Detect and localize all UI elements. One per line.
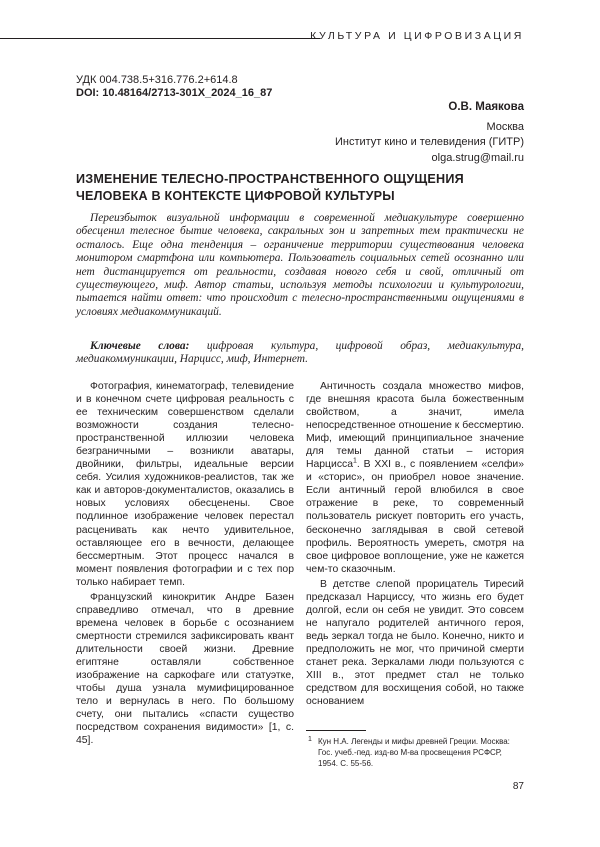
paragraph: Французский кинокритик Андре Базен справедливо отмечал, что в древние времена человек в борьбе с осознанием смертности стремился зафиксировать квант длительности своей жизни. Древние египтяне оставляли собственное изображение на саркофаге или статуэтке, чтобы душа узнала мумифицированное тело и вернулась в него. По большому счету, они пытались «спасти существо посредством сохранения видимости» [1, с. 45].: [76, 591, 294, 747]
keywords-list: цифровая культура, цифровой образ, медиакультура, медиакоммуникации, Нарцисс, миф, Интернет.: [76, 340, 524, 366]
journal-section-title: КУЛЬТУРА И ЦИФРОВИЗАЦИЯ: [310, 30, 524, 42]
author-affiliation: Институт кино и телевидения (ГИТР): [334, 136, 524, 148]
paragraph-text: Античность создала множество мифов, где внешняя красота была божественным свойством, а значит, имела непосредственное отношение к бессмертию. Миф, имеющий принципиальное значение для темы данной статьи – история Нарцисса: [306, 381, 524, 471]
keywords-label: Ключевые слова:: [90, 340, 190, 352]
header-rule: [0, 38, 320, 39]
footnote: [306, 737, 524, 769]
footnote-rule: [306, 730, 366, 731]
footnote-text: Кун Н.А. Легенды и мифы древней Греции. Москва: Гос. учеб.-пед. изд-во М-ва просвещения РСФСР, 1954. С. 55-56.: [318, 737, 510, 768]
page-number: 87: [512, 781, 524, 792]
paragraph: В детстве слепой прорицатель Тиресий предсказал Нарциссу, что жизнь его будет долгой, если он себя не увидит. Это совсем не напугало родителей античного героя, ведь зеркал тогда не было. Конечно, никто и предположить не мог, что причиной смерти станет река. Зеркалами люди пользуются с XIII в., этот предмет стал не только средством для восхищения собой, но также основанием: [306, 578, 524, 708]
udc-code: УДК 004.738.5+316.776.2+614.8: [76, 74, 238, 86]
author-city: Москва: [486, 120, 524, 133]
body-column-left: [76, 380, 294, 749]
author-name: О.В. Маякова: [448, 101, 524, 113]
abstract: Переизбыток визуальной информации в современной медиакультуре совершенно обесценил телесное бытие человека, сакральных зон и запретных тем практически не осталось. Еще одна тенденция – ограничение территории существования человека монитором смартфона или компьютера. Пользователь социальных сетей осознанно или нет дистанцируется от реальности, создавая нового себя и свой, отличный от существующего, миф. Автор статьи, используя методы психологии и культурологии, пытается найти ответ: что происходит с телесно-пространственными ощущениями в условиях медиакоммуникаций.: [76, 212, 524, 318]
body-column-right: [306, 380, 524, 710]
author-block: [335, 100, 524, 166]
footnote-mark: 1: [308, 736, 312, 743]
article-title: ИЗМЕНЕНИЕ ТЕЛЕСНО-ПРОСТРАНСТВЕННОГО ОЩУЩЕНИЯ ЧЕЛОВЕКА В КОНТЕКСТЕ ЦИФРОВОЙ КУЛЬТУРЫ: [76, 172, 464, 203]
doi: DOI: 10.48164/2713-301X_2024_16_87: [76, 87, 273, 99]
paragraph: Фотография, кинематограф, телевидение и в конечном счете цифровая реальность с ее техническим совершенством сделали возможности создания телесно-пространственной иллюзии человека безграничными – возникли аватары, двойники, фильтры, идеальные версии себя. Усилия художников-реалистов, так же как и авторов-документалистов, оказались в новых условиях обесценены. Свое подлинное изображение человек перестал расценивать как нечто удивительное, оставляющее его в вечности, делающее бессмертным. Этот процесс начался в момент появления фотографии и с тех пор только набирает темп.: [76, 381, 294, 588]
paragraph-text: . В XXI в., с появлением «селфи» и «сторис», он приобрел новое значение. Если античный герой влюбился в свое отражение в реке, то современный пользователь рискует повторить его участь, бесконечно заглядывая в свой сетевой профиль. Вероятность умереть, смотря на свое цифровое воплощение, уже не кажется чем-то сказочным.: [306, 459, 524, 575]
article-meta: [76, 74, 272, 100]
running-header: [0, 28, 600, 50]
keywords: [76, 340, 524, 367]
author-email: olga.strug@mail.ru: [431, 151, 524, 164]
footnote-reference: 1: [353, 457, 357, 465]
paragraph: [306, 380, 524, 576]
